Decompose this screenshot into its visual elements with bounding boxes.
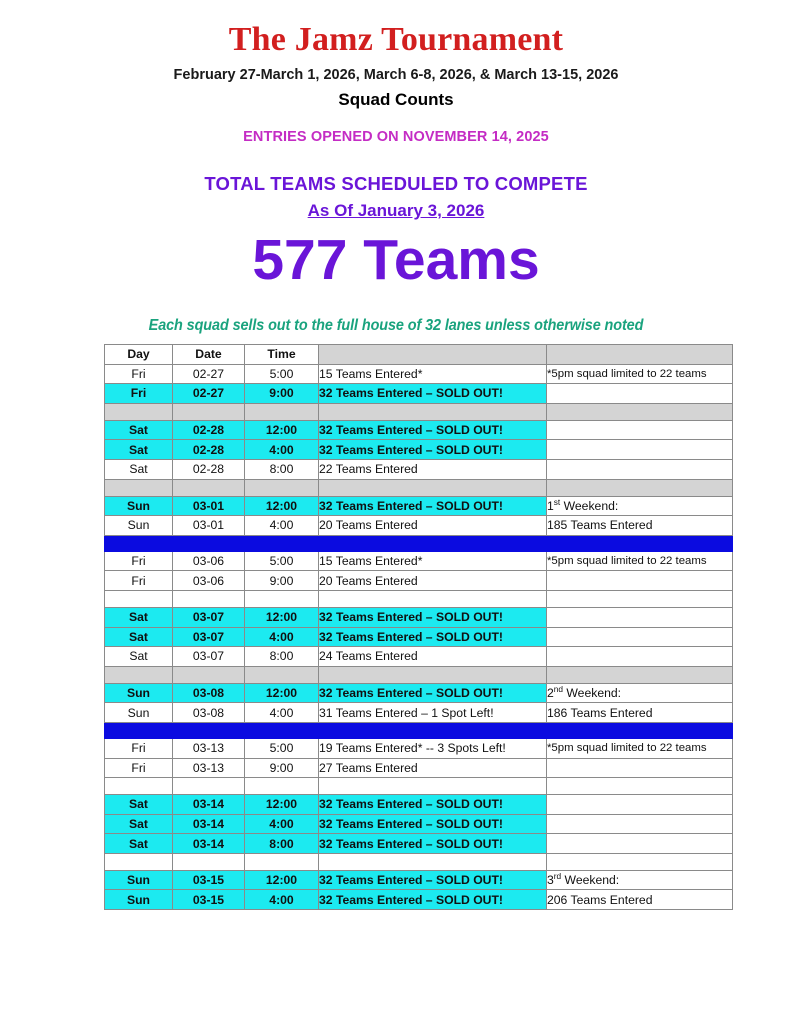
cell-note: *5pm squad limited to 22 teams xyxy=(547,364,733,384)
cell-time: 9:00 xyxy=(245,571,319,591)
cell-date: 03-13 xyxy=(173,758,245,778)
cell-note xyxy=(547,647,733,667)
cell-entries: 24 Teams Entered xyxy=(319,647,547,667)
cell-entries: 32 Teams Entered – SOLD OUT! xyxy=(319,420,547,440)
cell-note xyxy=(547,384,733,404)
column-header-notes xyxy=(547,345,733,365)
spacer-cell xyxy=(547,666,733,683)
column-header-date: Date xyxy=(173,345,245,365)
cell-note: 2nd Weekend: xyxy=(547,683,733,703)
table-row xyxy=(105,890,733,910)
cell-date: 03-01 xyxy=(173,516,245,536)
spacer-cell xyxy=(105,479,173,496)
cell-note xyxy=(547,758,733,778)
spacer-cell xyxy=(319,479,547,496)
cell-day: Sat xyxy=(105,795,173,815)
table-row xyxy=(105,795,733,815)
table-header-row xyxy=(105,345,733,365)
cell-day: Sun xyxy=(105,890,173,910)
cell-note: 185 Teams Entered xyxy=(547,516,733,536)
table-row xyxy=(105,758,733,778)
table-spacer-row xyxy=(105,479,733,496)
cell-day: Fri xyxy=(105,364,173,384)
spacer-cell xyxy=(173,590,245,607)
separator-cell xyxy=(173,535,245,551)
table-spacer-row xyxy=(105,590,733,607)
spacer-cell xyxy=(547,590,733,607)
separator-cell xyxy=(105,535,173,551)
table-row xyxy=(105,834,733,854)
cell-time: 12:00 xyxy=(245,607,319,627)
separator-cell xyxy=(547,535,733,551)
cell-day: Sat xyxy=(105,627,173,647)
spacer-cell xyxy=(105,666,173,683)
cell-note: 206 Teams Entered xyxy=(547,890,733,910)
cell-day: Fri xyxy=(105,571,173,591)
cell-date: 03-15 xyxy=(173,890,245,910)
separator-cell xyxy=(173,722,245,738)
cell-entries: 32 Teams Entered – SOLD OUT! xyxy=(319,607,547,627)
table-row xyxy=(105,703,733,723)
cell-day: Sun xyxy=(105,870,173,890)
spacer-cell xyxy=(173,666,245,683)
spacer-cell xyxy=(547,853,733,870)
cell-time: 8:00 xyxy=(245,834,319,854)
cell-note xyxy=(547,459,733,479)
cell-day: Sat xyxy=(105,440,173,460)
cell-time: 5:00 xyxy=(245,364,319,384)
table-row xyxy=(105,571,733,591)
cell-date: 03-08 xyxy=(173,703,245,723)
table-row xyxy=(105,364,733,384)
spacer-cell xyxy=(547,778,733,795)
cell-time: 8:00 xyxy=(245,459,319,479)
table-row xyxy=(105,607,733,627)
table-row xyxy=(105,814,733,834)
table-row xyxy=(105,738,733,758)
cell-note: 1st Weekend: xyxy=(547,496,733,516)
cell-date: 03-01 xyxy=(173,496,245,516)
squad-counts-table-wrapper xyxy=(104,344,732,910)
cell-date: 02-28 xyxy=(173,420,245,440)
cell-day: Sat xyxy=(105,420,173,440)
total-teams-label: TOTAL TEAMS SCHEDULED TO COMPETE xyxy=(204,173,588,195)
cell-note xyxy=(547,607,733,627)
cell-time: 12:00 xyxy=(245,683,319,703)
cell-day: Fri xyxy=(105,758,173,778)
cell-entries: 32 Teams Entered – SOLD OUT! xyxy=(319,496,547,516)
spacer-cell xyxy=(319,853,547,870)
page-header xyxy=(0,0,792,335)
cell-note: *5pm squad limited to 22 teams xyxy=(547,738,733,758)
cell-date: 02-28 xyxy=(173,459,245,479)
spacer-cell xyxy=(173,403,245,420)
cell-date: 03-14 xyxy=(173,795,245,815)
cell-note xyxy=(547,814,733,834)
separator-cell xyxy=(319,535,547,551)
cell-time: 4:00 xyxy=(245,516,319,536)
cell-date: 02-28 xyxy=(173,440,245,460)
entries-opened-notice: ENTRIES OPENED ON NOVEMBER 14, 2025 xyxy=(243,129,549,146)
cell-entries: 20 Teams Entered xyxy=(319,516,547,536)
sellout-note: Each squad sells out to the full house of 32 lanes unless otherwise noted xyxy=(148,316,644,334)
weekend-separator-row xyxy=(105,722,733,738)
cell-entries: 32 Teams Entered – SOLD OUT! xyxy=(319,814,547,834)
cell-entries: 32 Teams Entered – SOLD OUT! xyxy=(319,440,547,460)
spacer-cell xyxy=(319,778,547,795)
table-row xyxy=(105,683,733,703)
column-header-time: Time xyxy=(245,345,319,365)
spacer-cell xyxy=(173,479,245,496)
cell-entries: 31 Teams Entered – 1 Spot Left! xyxy=(319,703,547,723)
cell-note xyxy=(547,627,733,647)
cell-day: Sun xyxy=(105,683,173,703)
cell-time: 4:00 xyxy=(245,440,319,460)
cell-day: Fri xyxy=(105,551,173,571)
table-row xyxy=(105,870,733,890)
cell-date: 02-27 xyxy=(173,384,245,404)
cell-time: 4:00 xyxy=(245,814,319,834)
cell-date: 03-14 xyxy=(173,814,245,834)
table-spacer-row xyxy=(105,666,733,683)
cell-entries: 32 Teams Entered – SOLD OUT! xyxy=(319,834,547,854)
spacer-cell xyxy=(319,666,547,683)
cell-time: 4:00 xyxy=(245,890,319,910)
table-spacer-row xyxy=(105,778,733,795)
cell-day: Sat xyxy=(105,607,173,627)
cell-time: 4:00 xyxy=(245,627,319,647)
cell-note: 186 Teams Entered xyxy=(547,703,733,723)
cell-entries: 15 Teams Entered* xyxy=(319,364,547,384)
cell-day: Sun xyxy=(105,516,173,536)
table-row xyxy=(105,420,733,440)
cell-note: *5pm squad limited to 22 teams xyxy=(547,551,733,571)
cell-time: 12:00 xyxy=(245,795,319,815)
cell-note xyxy=(547,834,733,854)
cell-day: Sat xyxy=(105,459,173,479)
spacer-cell xyxy=(547,479,733,496)
cell-note xyxy=(547,440,733,460)
cell-note xyxy=(547,420,733,440)
cell-note xyxy=(547,795,733,815)
column-header-day: Day xyxy=(105,345,173,365)
cell-time: 9:00 xyxy=(245,758,319,778)
as-of-date: As Of January 3, 2026 xyxy=(307,201,485,221)
cell-date: 03-06 xyxy=(173,551,245,571)
spacer-cell xyxy=(245,666,319,683)
cell-note: 3rd Weekend: xyxy=(547,870,733,890)
table-spacer-row xyxy=(105,403,733,420)
cell-entries: 32 Teams Entered – SOLD OUT! xyxy=(319,870,547,890)
spacer-cell xyxy=(173,778,245,795)
separator-cell xyxy=(547,722,733,738)
spacer-cell xyxy=(245,590,319,607)
cell-time: 12:00 xyxy=(245,496,319,516)
spacer-cell xyxy=(245,778,319,795)
separator-cell xyxy=(105,722,173,738)
table-row xyxy=(105,459,733,479)
page-subtitle: Squad Counts xyxy=(338,90,454,110)
cell-day: Fri xyxy=(105,738,173,758)
tournament-dates: February 27-March 1, 2026, March 6-8, 2026, & March 13-15, 2026 xyxy=(173,66,619,83)
column-header-entries xyxy=(319,345,547,365)
cell-date: 03-14 xyxy=(173,834,245,854)
spacer-cell xyxy=(547,403,733,420)
cell-date: 03-08 xyxy=(173,683,245,703)
spacer-cell xyxy=(105,853,173,870)
cell-time: 12:00 xyxy=(245,420,319,440)
table-row xyxy=(105,384,733,404)
cell-day: Sat xyxy=(105,814,173,834)
cell-date: 03-06 xyxy=(173,571,245,591)
cell-entries: 22 Teams Entered xyxy=(319,459,547,479)
cell-time: 5:00 xyxy=(245,551,319,571)
cell-day: Sun xyxy=(105,703,173,723)
cell-note xyxy=(547,571,733,591)
spacer-cell xyxy=(245,403,319,420)
cell-date: 03-07 xyxy=(173,607,245,627)
total-teams-count: 577 Teams xyxy=(252,228,540,293)
spacer-cell xyxy=(245,479,319,496)
spacer-cell xyxy=(105,403,173,420)
separator-cell xyxy=(319,722,547,738)
cell-day: Sun xyxy=(105,496,173,516)
cell-date: 03-13 xyxy=(173,738,245,758)
spacer-cell xyxy=(245,853,319,870)
cell-date: 03-07 xyxy=(173,647,245,667)
cell-day: Sat xyxy=(105,834,173,854)
cell-time: 5:00 xyxy=(245,738,319,758)
cell-time: 9:00 xyxy=(245,384,319,404)
spacer-cell xyxy=(105,778,173,795)
table-row xyxy=(105,516,733,536)
cell-entries: 20 Teams Entered xyxy=(319,571,547,591)
table-row xyxy=(105,551,733,571)
table-row xyxy=(105,627,733,647)
weekend-separator-row xyxy=(105,535,733,551)
spacer-cell xyxy=(319,403,547,420)
spacer-cell xyxy=(105,590,173,607)
spacer-cell xyxy=(173,853,245,870)
table-spacer-row xyxy=(105,853,733,870)
table-row xyxy=(105,647,733,667)
table-body xyxy=(105,364,733,909)
spacer-cell xyxy=(319,590,547,607)
cell-entries: 32 Teams Entered – SOLD OUT! xyxy=(319,683,547,703)
table-row xyxy=(105,496,733,516)
cell-date: 03-15 xyxy=(173,870,245,890)
page-title: The Jamz Tournament xyxy=(228,21,564,58)
cell-entries: 19 Teams Entered* -- 3 Spots Left! xyxy=(319,738,547,758)
cell-date: 02-27 xyxy=(173,364,245,384)
cell-time: 4:00 xyxy=(245,703,319,723)
cell-entries: 15 Teams Entered* xyxy=(319,551,547,571)
cell-day: Sat xyxy=(105,647,173,667)
table-header xyxy=(105,345,733,365)
cell-date: 03-07 xyxy=(173,627,245,647)
cell-time: 8:00 xyxy=(245,647,319,667)
table-row xyxy=(105,440,733,460)
squad-counts-table xyxy=(104,344,733,910)
cell-entries: 32 Teams Entered – SOLD OUT! xyxy=(319,890,547,910)
cell-time: 12:00 xyxy=(245,870,319,890)
cell-entries: 32 Teams Entered – SOLD OUT! xyxy=(319,795,547,815)
separator-cell xyxy=(245,535,319,551)
cell-day: Fri xyxy=(105,384,173,404)
cell-entries: 32 Teams Entered – SOLD OUT! xyxy=(319,627,547,647)
separator-cell xyxy=(245,722,319,738)
cell-entries: 27 Teams Entered xyxy=(319,758,547,778)
cell-entries: 32 Teams Entered – SOLD OUT! xyxy=(319,384,547,404)
